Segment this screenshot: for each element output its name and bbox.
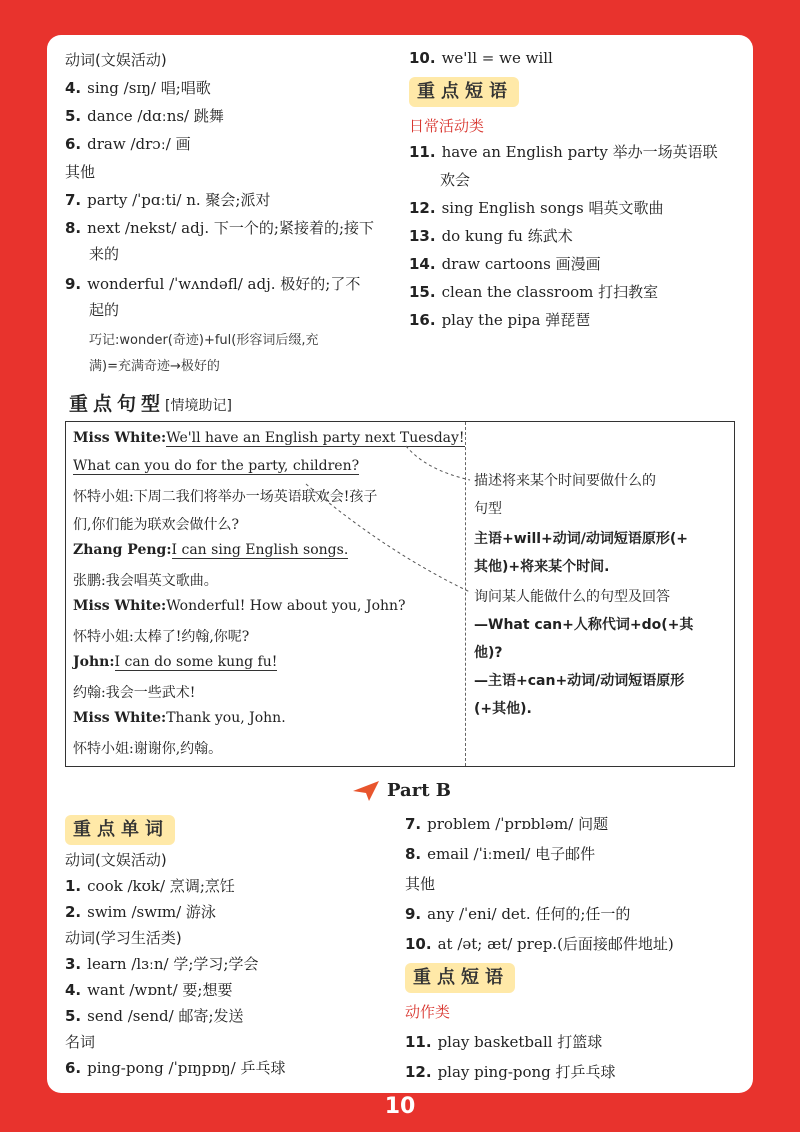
item-number: 12. [405,1063,432,1081]
dialogue-english: Thank you, John. [166,710,286,726]
category-nouns: 名词 [65,1033,96,1051]
item-text: dance /dɑːns/ 跳舞 [87,107,224,125]
speaker-name: Zhang Peng: [73,542,172,558]
item-number: 8. [65,219,82,237]
subcategory-actions: 动作类 [405,1003,451,1021]
key-sentences-title-text: 重点句型 [69,393,166,415]
dialogue-zh-3: 怀特小姐:太棒了!约翰,你呢? [73,629,250,645]
item-number: 11. [405,1033,432,1051]
item-text: at /ət; æt/ prep.(后面接邮件地址) [437,935,674,953]
vocab-item-7 [65,189,270,210]
key-phrases-badge: 重点短语 [409,77,519,107]
item-number: 9. [405,905,422,923]
dialogue-zh-5: 怀特小姐:谢谢你,约翰。 [73,741,223,757]
item-text: any /ˈeni/ det. 任何的;任一的 [427,905,631,923]
item-number: 5. [65,107,82,125]
item-text: email /ˈiːmeɪl/ 电子邮件 [427,845,596,863]
key-words-badge: 重点单词 [65,815,175,845]
dialogue-zh-4: 约翰:我会一些武术! [73,685,196,701]
vocab-b-item-8 [405,843,595,864]
phrase-b-item-11 [405,1031,602,1052]
dialogue-box [65,421,735,767]
vocab-b-item-2 [65,901,216,922]
item-number: 1. [65,877,82,895]
item-text: play the pipa 弹琵琶 [441,311,591,329]
speaker-name: Miss White: [73,430,167,446]
vocab-item-5 [65,105,224,126]
item-number: 7. [65,191,82,209]
item-text: cook /kʊk/ 烹调;烹饪 [87,877,235,895]
vocab-item-6 [65,133,191,154]
item-number: 4. [65,79,82,97]
vocab-b-item-3 [65,953,258,974]
vocab-item-8 [65,217,374,238]
item-text: learn /lɜːn/ 学;学习;学会 [87,955,259,973]
item-number: 9. [65,275,82,293]
explanation-9: (+其他). [474,701,532,717]
item-text: sing English songs 唱英文歌曲 [441,199,664,217]
phrase-item-11-continued: 欢会 [440,171,471,189]
item-number: 11. [409,143,436,161]
part-b-title: Part B [387,780,451,801]
arrow-to-can-pattern [306,484,470,592]
phrase-item-13 [409,225,573,246]
vocab-b-item-1 [65,875,235,896]
item-text: draw cartoons 画漫画 [441,255,601,273]
item-text: ping-pong /ˈpɪŋpɒŋ/ 乒乓球 [87,1059,286,1077]
speaker-name: Miss White: [73,710,167,726]
explanation-5: 询问某人能做什么的句型及回答 [474,589,670,605]
key-phrases-badge-b: 重点短语 [405,963,515,993]
key-sentences-title [69,389,232,416]
item-text: play basketball 打篮球 [437,1033,603,1051]
item-text: swim /swɪm/ 游泳 [87,903,216,921]
vocab-b-item-6 [65,1057,285,1078]
category-other: 其他 [65,163,96,181]
dialogue-english: I can sing English songs. [171,542,349,558]
dialogue-english: What can you do for the party, children? [73,458,360,474]
item-text: problem /ˈprɒbləm/ 问题 [427,815,609,833]
explanation-3: 主语+will+动词/动词短语原形(+ [474,531,689,547]
item-number: 2. [65,903,82,921]
dialogue-zh-1: 怀特小姐:下周二我们将举办一场英语联欢会!孩子 [73,489,378,505]
category-other-b: 其他 [405,875,436,893]
item-number: 3. [65,955,82,973]
item-number: 14. [409,255,436,273]
phrase-item-15 [409,281,658,302]
dialogue-zh-1b: 们,你们能为联欢会做什么? [73,517,239,533]
item-number: 7. [405,815,422,833]
explanation-8: —主语+can+动词/动词短语原形 [474,673,685,689]
vocab-b-item-5 [65,1005,244,1026]
category-verbs-study: 动词(学习生活类) [65,929,182,947]
paper-plane-icon [353,781,379,801]
item-text: have an English party 举办一场英语联 [441,143,718,161]
item-number: 8. [405,845,422,863]
item-number: 6. [65,1059,82,1077]
vocab-item-9-continued: 起的 [89,301,120,319]
explanation-2: 句型 [474,501,502,517]
item-number: 10. [409,49,436,67]
speaker-name: John: [73,654,115,670]
item-text: sing /sɪŋ/ 唱;唱歌 [87,79,211,97]
vocab-item-8-continued: 来的 [89,245,120,263]
item-number: 12. [409,199,436,217]
page-sheet [47,35,753,1093]
vocab-item-9 [65,273,360,294]
category-verbs-entertainment: 动词(文娱活动) [65,51,167,69]
phrase-item-14 [409,253,601,274]
explanation-4: 其他)+将来某个时间. [474,559,610,575]
explanation-1: 描述将来某个时间要做什么的 [474,473,656,489]
dialogue-english: Wonderful! How about you, John? [166,598,406,614]
category-verbs-entertainment-b: 动词(文娱活动) [65,851,167,869]
vocab-b-item-4 [65,979,232,1000]
vocab-item-4 [65,77,211,98]
arrow-to-will-pattern [406,446,470,480]
phrase-b-item-12 [405,1061,616,1082]
dialogue-english: I can do some kung fu! [114,654,278,670]
item-text: draw /drɔː/ 画 [87,135,191,153]
item-number: 5. [65,1007,82,1025]
phrase-item-12 [409,197,664,218]
item-number: 6. [65,135,82,153]
page-number: 10 [384,1094,416,1119]
memory-tip-line-1: 巧记:wonder(奇迹)+ful(形容词后缀,充 [89,333,319,348]
explanation-7: 他)? [474,645,503,661]
explanation-6: —What can+人称代词+do(+其 [474,617,694,633]
item-text: send /send/ 邮寄;发送 [87,1007,244,1025]
item-text: play ping-pong 打乒乓球 [437,1063,616,1081]
speaker-name: Miss White: [73,598,167,614]
item-number: 10. [405,935,432,953]
vocab-b-item-10 [405,933,674,954]
phrase-item-11 [409,141,718,162]
phrase-item-16 [409,309,590,330]
subcategory-daily-activities: 日常活动类 [409,117,485,135]
dialogue-zh-2: 张鹏:我会唱英文歌曲。 [73,573,218,589]
item-text: want /wɒnt/ 要;想要 [87,981,233,999]
vocab-item-10 [409,49,553,67]
item-number: 15. [409,283,436,301]
item-number: 13. [409,227,436,245]
item-number: 4. [65,981,82,999]
item-text: clean the classroom 打扫教室 [441,283,659,301]
key-sentences-note: [情境助记] [165,398,232,414]
item-number: 16. [409,311,436,329]
dialogue-english: We'll have an English party next Tuesday! [166,430,465,446]
item-text: next /nekst/ adj. 下一个的;紧接着的;接下 [87,219,375,237]
memory-tip-line-2: 满)=充满奇迹→极好的 [89,359,220,374]
item-text: do kung fu 练武术 [441,227,573,245]
vocab-b-item-7 [405,813,608,834]
item-text: party /ˈpɑːti/ n. 聚会;派对 [87,191,271,209]
vocab-b-item-9 [405,903,630,924]
item-text: we'll = we will [441,49,553,67]
item-text: wonderful /ˈwʌndəfl/ adj. 极好的;了不 [87,275,361,293]
